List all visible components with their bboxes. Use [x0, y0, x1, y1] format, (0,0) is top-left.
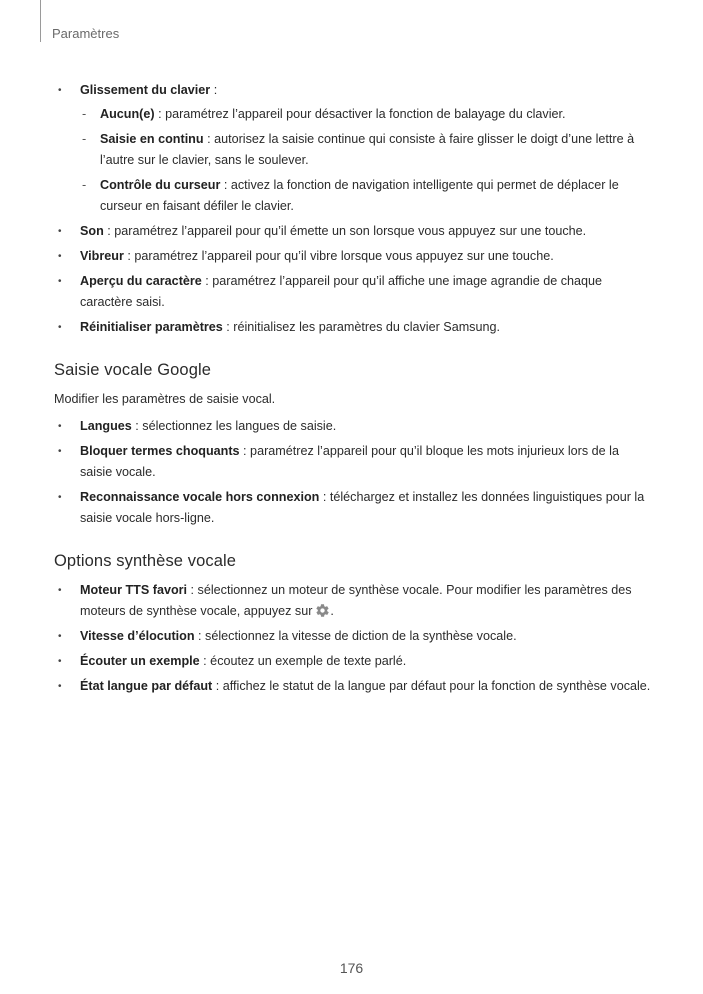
sub-list-item — [80, 129, 654, 171]
keyboard-settings-list — [54, 80, 654, 338]
item-term: Bloquer termes choquants — [80, 444, 240, 458]
list-item — [54, 651, 654, 672]
list-item — [54, 317, 654, 338]
item-term: Écouter un exemple — [80, 654, 200, 668]
item-term: Langues — [80, 419, 132, 433]
item-text: : réinitialisez les paramètres du clavier Samsung. — [222, 320, 500, 334]
list-item — [54, 80, 654, 217]
item-term: Vitesse d’élocution — [80, 629, 195, 643]
item-text: : paramétrez l’appareil pour désactiver la fonction de balayage du clavier. — [154, 107, 566, 121]
page-content — [54, 80, 654, 701]
item-term: Moteur TTS favori — [80, 583, 188, 597]
item-text: : sélectionnez la vitesse de diction de la synthèse vocale. — [194, 629, 517, 643]
section-heading-voice-input: Saisie vocale Google — [54, 361, 212, 379]
gear-icon — [315, 603, 330, 618]
item-text: : activez la fonction de navigation intelligente qui permet de déplacer le curseur en faisant défiler le clavier. — [100, 178, 619, 213]
item-text: : paramétrez l’appareil pour qu’il vibre lorsque vous appuyez sur une touche. — [123, 249, 554, 263]
item-term: Réinitialiser paramètres — [80, 320, 223, 334]
item-text: : — [210, 83, 218, 97]
list-item — [54, 626, 654, 647]
item-text: : paramétrez l’appareil pour qu’il émette un son lorsque vous appuyez sur une touche. — [103, 224, 587, 238]
item-term: Vibreur — [80, 249, 124, 263]
item-text-end: . — [330, 604, 334, 618]
item-term: Son — [80, 224, 104, 238]
item-term: Aperçu du caractère — [80, 274, 202, 288]
item-text: : paramétrez l’appareil pour qu’il affiche une image agrandie de chaque caractère saisi. — [80, 274, 603, 309]
item-text: : sélectionnez les langues de saisie. — [131, 419, 337, 433]
swipe-options-list — [80, 104, 654, 217]
page-header-title: Paramètres — [52, 26, 120, 41]
tts-settings-list — [54, 580, 654, 697]
item-term: Contrôle du curseur — [100, 178, 221, 192]
item-text: : paramétrez l’appareil pour qu’il bloque les mots injurieux lors de la saisie vocale. — [80, 444, 619, 479]
page-number: 176 — [339, 960, 364, 976]
item-text: : autorisez la saisie continue qui consiste à faire glisser le doigt d’une lettre à l’autre sur le clavier, sans le soulever. — [100, 132, 635, 167]
list-item — [54, 487, 654, 529]
list-item — [54, 580, 654, 622]
sub-list-item — [80, 104, 654, 125]
list-item — [54, 271, 654, 313]
item-term: État langue par défaut — [80, 679, 213, 693]
item-text: : sélectionnez un moteur de synthèse vocale. Pour modifier les paramètres des moteurs de synthèse vocale, appuyez sur — [80, 583, 632, 618]
voice-settings-list — [54, 416, 654, 529]
list-item — [54, 676, 654, 697]
list-item — [54, 221, 654, 242]
section-intro: Modifier les paramètres de saisie vocal. — [54, 392, 276, 406]
list-item — [54, 441, 654, 483]
list-item — [54, 416, 654, 437]
item-term: Saisie en continu — [100, 132, 204, 146]
list-item — [54, 246, 654, 267]
item-term: Reconnaissance vocale hors connexion — [80, 490, 320, 504]
sub-list-item — [80, 175, 654, 217]
item-text: : téléchargez et installez les données linguistiques pour la saisie vocale hors-ligne. — [80, 490, 645, 525]
item-term: Glissement du clavier — [80, 83, 211, 97]
item-text: : écoutez un exemple de texte parlé. — [199, 654, 407, 668]
section-heading-tts: Options synthèse vocale — [54, 552, 237, 570]
header-rule — [40, 0, 41, 42]
item-text: : affichez le statut de la langue par défaut pour la fonction de synthèse vocale. — [212, 679, 651, 693]
item-term: Aucun(e) — [100, 107, 155, 121]
